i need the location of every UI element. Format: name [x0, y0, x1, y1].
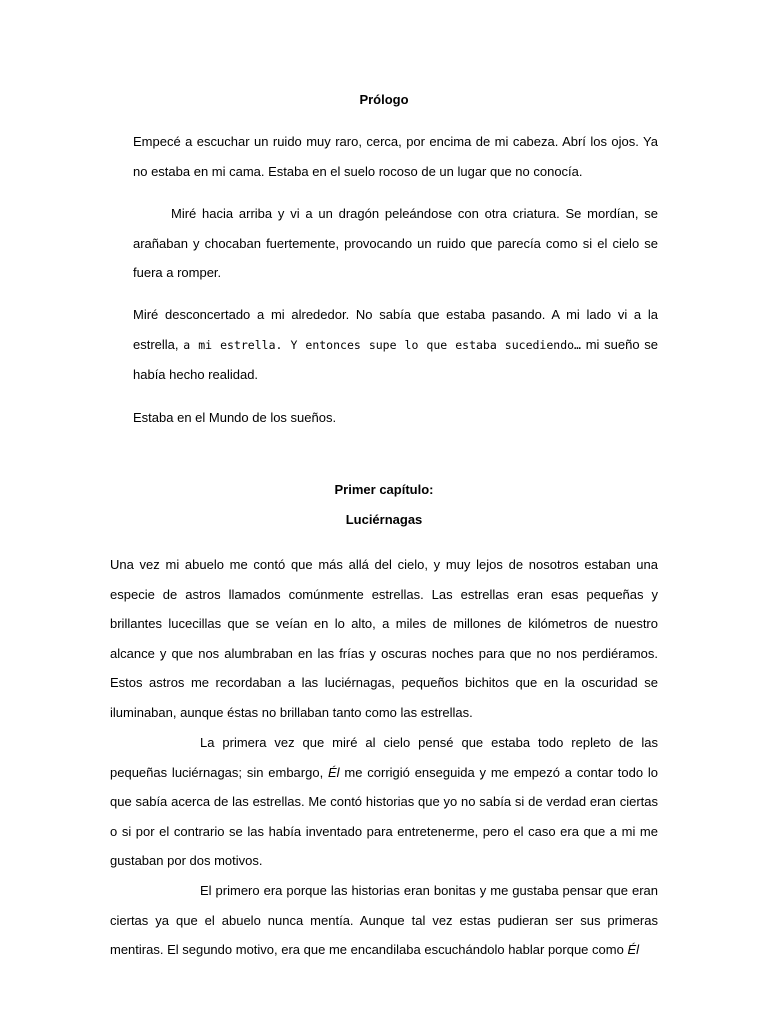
chapter-paragraph-2-part-2: me corrigió enseguida y me empezó a contar todo lo que sabía acerca de las estrellas. Me contó historias que yo no sabía si de verdad eran ciertas o si por el contrario se las había inventado para entretenerme, pero el caso era que a mi me gustaban por dos motivos.	[110, 764, 658, 869]
chapter-paragraph-2	[110, 728, 658, 876]
chapter-title: Primer capítulo:	[334, 482, 434, 497]
chapter-subtitle: Luciérnagas	[345, 512, 423, 527]
prologue-paragraph-3-part-1: Miré desconcertado a mi alrededor. No sabía que estaba pasando. A mi lado vi a la estrella,	[133, 307, 658, 352]
chapter-paragraph-2-part-1: La primera vez que miré al cielo pensé que estaba todo repleto de las pequeñas luciérnagas; sin embargo,	[110, 735, 658, 780]
prologue-paragraph-4: Estaba en el Mundo de los sueños.	[133, 410, 337, 425]
chapter-paragraph-3-part-1: El primero era porque las historias eran bonitas y me gustaba pensar que eran ciertas ya que el abuelo nunca mentía. Aunque tal vez estas pudieran ser sus primeras mentiras. El segundo motivo, era que me encandilaba escuchándolo hablar porque como	[110, 883, 658, 958]
prologue-paragraph-2: Miré hacia arriba y vi a un dragón peleándose con otra criatura. Se mordían, se arañaban y chocaban fuertemente, provocando un ruido que parecía como si el cielo se fuera a romper.	[133, 206, 658, 281]
chapter-paragraph-2-emphasis: Él	[328, 764, 340, 780]
prologue-paragraph-3-part-2: a mi estrella. Y entonces supe lo que estaba sucediendo…	[183, 337, 581, 352]
prologue-paragraph-1: Empecé a escuchar un ruido muy raro, cerca, por encima de mi cabeza. Abrí los ojos. Ya no estaba en mi cama. Estaba en el suelo rocoso de un lugar que no conocía.	[133, 134, 658, 179]
chapter-paragraph-3	[110, 876, 658, 965]
chapter-paragraph-3-emphasis: Él	[627, 942, 639, 958]
prologue-paragraph-3	[133, 300, 658, 390]
chapter-paragraph-1: Una vez mi abuelo me contó que más allá del cielo, y muy lejos de nosotros estaban una especie de astros llamados comúnmente estrellas. Las estrellas eran esas pequeñas y brillantes lucecillas que se veían en lo alto, a miles de millones de kilómetros de nuestro alcance y que nos alumbraban en las frías y oscuras noches para que no nos perdiéramos. Estos astros me recordaban a las luciérnagas, pequeños bichitos que en la oscuridad se iluminaban, aunque éstas no brillaban tanto como las estrellas.	[110, 557, 658, 720]
prologue-paragraph-3-part-3: mi sueño se había hecho realidad.	[133, 336, 658, 383]
prologue-title: Prólogo	[359, 92, 409, 107]
